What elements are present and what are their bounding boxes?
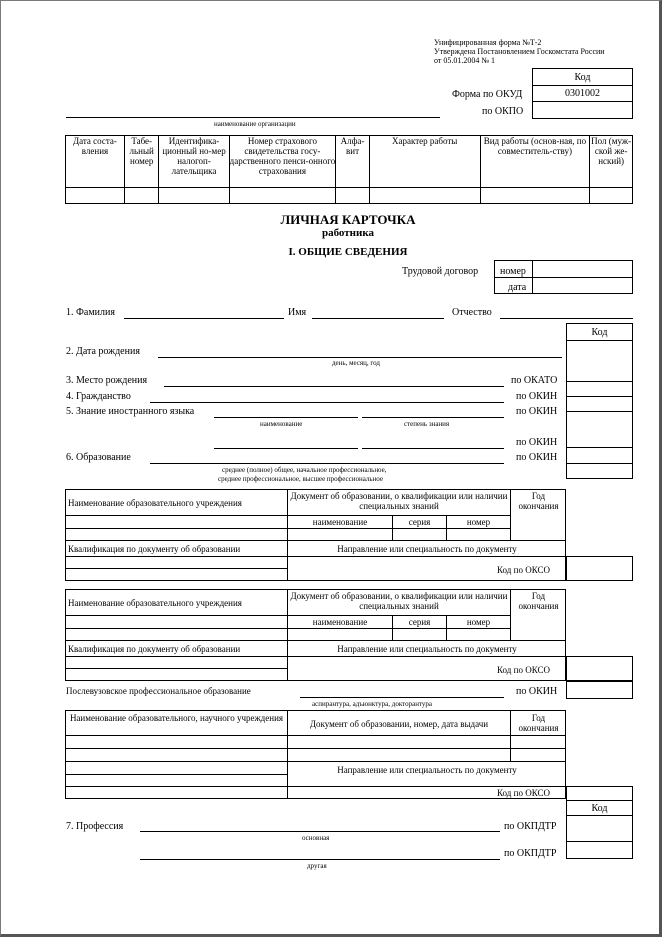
language-caption-level: степень знания bbox=[404, 420, 450, 428]
postgrad-caption: аспирантура, адъюнктура, докторантура bbox=[312, 700, 433, 708]
form-approval: Утверждена Постановлением Госкомстата России bbox=[434, 47, 605, 56]
code-okin-language[interactable] bbox=[566, 411, 633, 448]
form-number: Унифицированная форма №Т-2 bbox=[434, 38, 542, 47]
contract-date-field[interactable] bbox=[533, 278, 632, 293]
col-snils: Номер страхового свидетельства госу-дарственного пенси-онного страхования bbox=[229, 136, 336, 188]
language-level-field[interactable] bbox=[362, 417, 504, 418]
postgrad-label: Послевузовское профессиональное образование bbox=[66, 686, 251, 696]
cell-work-type[interactable] bbox=[480, 188, 590, 204]
edu2-document-header: Документ об образовании, о квалификации или наличии специальных знаний bbox=[290, 591, 508, 611]
code-okato[interactable] bbox=[566, 381, 633, 397]
profession-caption-main: основная bbox=[302, 834, 330, 842]
contract-date-label: дата bbox=[508, 282, 527, 293]
okpo-label: по ОКПО bbox=[482, 106, 524, 117]
education-caption-2: среднее профессиональное, высшее профессиональное bbox=[218, 475, 383, 483]
code-birthdate[interactable] bbox=[566, 340, 633, 382]
cell-work-character[interactable] bbox=[369, 188, 480, 204]
okin3-label: по ОКИН bbox=[516, 437, 558, 448]
postgrad-direction: Направление или специальность по документу bbox=[337, 765, 517, 775]
contract-number-label: номер bbox=[500, 266, 526, 277]
col-sex: Пол (муж-ской же-нский) bbox=[590, 136, 633, 188]
section-title: I. ОБЩИЕ СВЕДЕНИЯ bbox=[288, 246, 408, 258]
postgrad-okso-code[interactable] bbox=[566, 786, 633, 801]
okpdtr2-label: по ОКПДТР bbox=[504, 848, 557, 859]
card-subtitle: работника bbox=[321, 227, 375, 239]
edu1-qualification: Квалификация по документу об образовании bbox=[68, 544, 241, 554]
surname-label: 1. Фамилия bbox=[66, 307, 115, 318]
contract-number-field[interactable] bbox=[533, 261, 632, 277]
language2-name-field[interactable] bbox=[214, 448, 358, 449]
code-okin-language2[interactable] bbox=[566, 447, 633, 464]
name-field[interactable] bbox=[312, 318, 444, 319]
col-work-character: Характер работы bbox=[369, 136, 480, 188]
postgrad-okin-code[interactable] bbox=[566, 681, 633, 699]
okin4-label: по ОКИН bbox=[516, 452, 558, 463]
language2-level-field[interactable] bbox=[362, 448, 504, 449]
name-label: Имя bbox=[288, 307, 307, 318]
cell-sex[interactable] bbox=[590, 188, 633, 204]
edu2-institution-header: Наименование образовательного учреждения bbox=[68, 598, 242, 608]
profession-code-label: Код bbox=[591, 803, 608, 814]
edu2-doc-name: наименование bbox=[312, 617, 368, 627]
edu1-doc-number: номер bbox=[466, 517, 491, 527]
edu1-okso-label: Код по ОКСО bbox=[497, 565, 550, 575]
org-caption: наименование организации bbox=[214, 120, 296, 128]
card-title: ЛИЧНАЯ КАРТОЧКА bbox=[280, 212, 416, 227]
edu1-doc-name: наименование bbox=[312, 517, 368, 527]
edu1-year-header: Год окончания bbox=[518, 491, 559, 511]
code-header: Код bbox=[574, 72, 591, 83]
okud-value: 0301002 bbox=[565, 88, 600, 99]
okud-label: Форма по ОКУД bbox=[452, 89, 523, 100]
col-inn: Идентифика-ционный но-мер налогоп-лательщика bbox=[159, 136, 229, 188]
col-date: Дата соста-вления bbox=[66, 136, 125, 188]
profession-main-field[interactable] bbox=[140, 831, 500, 832]
birthdate-label: 2. Дата рождения bbox=[66, 346, 140, 357]
cell-tab-number[interactable] bbox=[124, 188, 159, 204]
edu2-okso-code[interactable] bbox=[566, 656, 633, 681]
language-name-field[interactable] bbox=[214, 417, 358, 418]
cell-inn[interactable] bbox=[159, 188, 229, 204]
code-okin-education[interactable] bbox=[566, 463, 633, 479]
profession-caption-other: другая bbox=[307, 862, 327, 870]
birthdate-caption: день, месяц, год bbox=[332, 359, 380, 367]
col-alphabet: Алфа-вит bbox=[336, 136, 370, 188]
languages-label: 5. Знание иностранного языка bbox=[66, 406, 195, 417]
patronymic-label: Отчество bbox=[452, 307, 492, 318]
postgrad-year-header: Год окончания bbox=[518, 713, 559, 733]
edu1-doc-series: серия bbox=[408, 517, 431, 527]
edu2-qualification: Квалификация по документу об образовании bbox=[68, 644, 241, 654]
postgrad-okin-label: по ОКИН bbox=[516, 686, 558, 697]
cell-date[interactable] bbox=[66, 188, 125, 204]
citizenship-field[interactable] bbox=[150, 402, 504, 403]
okpdtr1-label: по ОКПДТР bbox=[504, 821, 557, 832]
profession-code-other[interactable] bbox=[566, 841, 633, 859]
birthplace-field[interactable] bbox=[164, 386, 504, 387]
cell-alphabet[interactable] bbox=[336, 188, 370, 204]
form-date: от 05.01.2004 № 1 bbox=[434, 56, 496, 65]
birthdate-field[interactable] bbox=[158, 357, 562, 358]
edu2-direction: Направление или специальность по документу bbox=[337, 644, 517, 654]
col-work-type: Вид работы (основ-ная, по совместитель-ству) bbox=[480, 136, 590, 188]
okin2-label: по ОКИН bbox=[516, 406, 558, 417]
profession-label: 7. Профессия bbox=[66, 821, 124, 832]
okpo-cell[interactable] bbox=[532, 101, 633, 119]
col-tab-number: Табе-льный номер bbox=[124, 136, 159, 188]
top-table bbox=[65, 135, 633, 204]
edu2-okso-label: Код по ОКСО bbox=[497, 665, 550, 675]
okin1-label: по ОКИН bbox=[516, 391, 558, 402]
contract-label: Трудовой договор bbox=[402, 266, 479, 277]
code-okin-citizenship[interactable] bbox=[566, 396, 633, 412]
postgrad-okso-label: Код по ОКСО bbox=[497, 788, 550, 798]
edu1-document-header: Документ об образовании, о квалификации или наличии специальных знаний bbox=[290, 491, 508, 511]
org-name-line[interactable] bbox=[66, 117, 440, 118]
edu2-year-header: Год окончания bbox=[518, 591, 559, 611]
cell-snils[interactable] bbox=[229, 188, 336, 204]
edu1-institution-header: Наименование образовательного учреждения bbox=[68, 498, 242, 508]
profession-code-main[interactable] bbox=[566, 815, 633, 842]
edu1-direction: Направление или специальность по документу bbox=[337, 544, 517, 554]
surname-field[interactable] bbox=[124, 318, 284, 319]
okato-label: по ОКАТО bbox=[511, 375, 558, 386]
patronymic-field[interactable] bbox=[500, 318, 633, 319]
edu1-okso-code[interactable] bbox=[566, 556, 633, 581]
postgrad-institution-header: Наименование образовательного, научного учреждения bbox=[69, 713, 284, 723]
postgrad-field[interactable] bbox=[300, 697, 504, 698]
education-caption-1: среднее (полное) общее, начальное профессиональное, bbox=[222, 466, 387, 474]
language-caption-name: наименование bbox=[260, 420, 303, 428]
edu2-doc-number: номер bbox=[466, 617, 491, 627]
birthplace-label: 3. Место рождения bbox=[66, 375, 148, 386]
edu2-doc-series: серия bbox=[408, 617, 431, 627]
code-col-header-label: Код bbox=[591, 327, 608, 338]
citizenship-label: 4. Гражданство bbox=[66, 391, 131, 402]
profession-other-field[interactable] bbox=[140, 859, 500, 860]
education-label: 6. Образование bbox=[66, 452, 131, 463]
postgrad-document-header: Документ об образовании, номер, дата выдачи bbox=[309, 719, 489, 729]
education-field[interactable] bbox=[150, 463, 504, 464]
